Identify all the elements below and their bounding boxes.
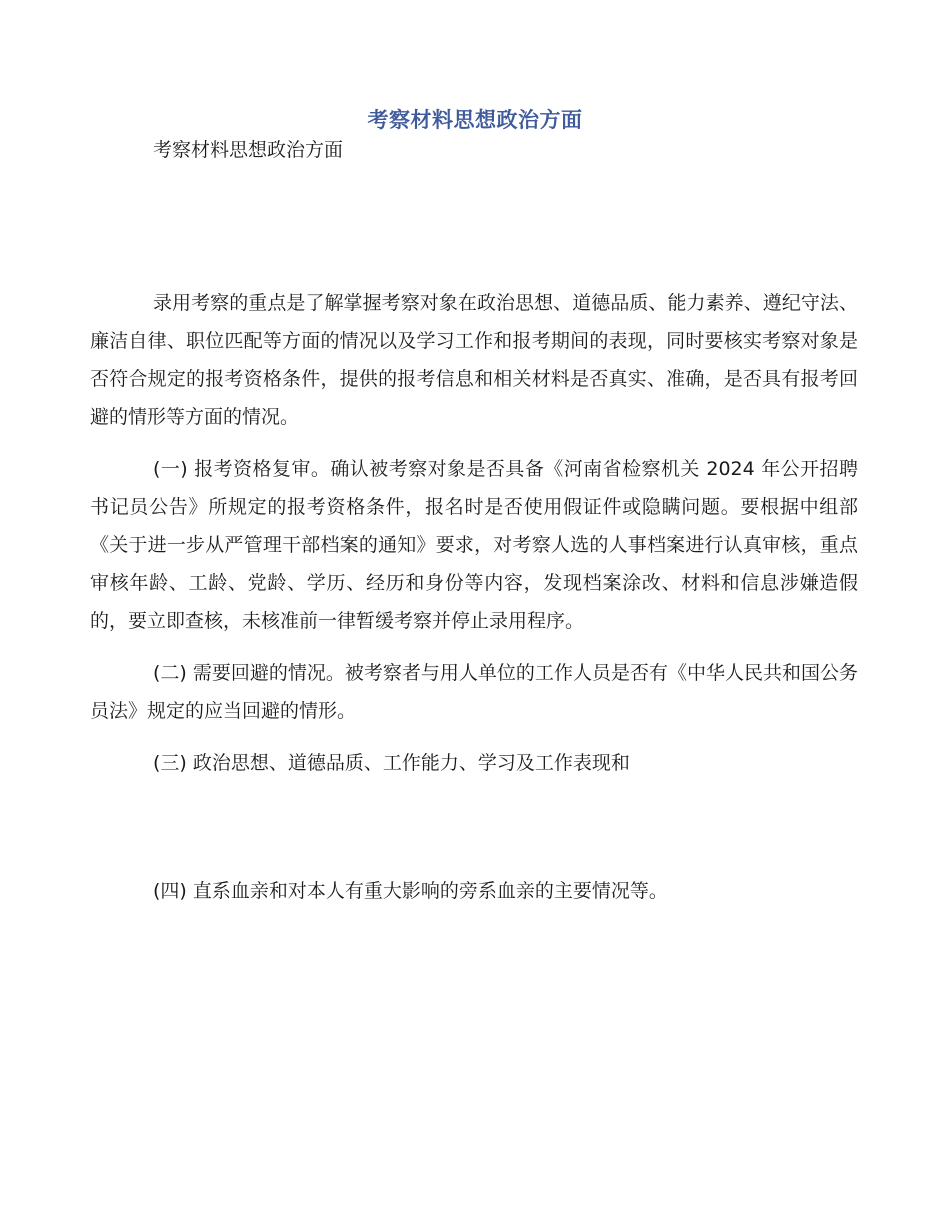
paragraph-intro: 录用考察的重点是了解掌握考察对象在政治思想、道德品质、能力素养、遵纪守法、廉洁自律、职位匹配等方面的情况以及学习工作和报考期间的表现，同时要核实考察对象是否符合规定的报考资格条件，提供的报考信息和相关材料是否真实、准确，是否具有报考回避的情形等方面的情况。 [90, 292, 858, 428]
document-body [90, 284, 858, 924]
paragraph-political-performance: (三) 政治思想、道德品质、工作能力、学习及工作表现和 [153, 752, 630, 774]
paragraph-qualification-review: (一) 报考资格复审。确认被考察对象是否具备《河南省检察机关 2024 年公开招聘书记员公告》所规定的报考资格条件，报名时是否使用假证件或隐瞒问题。要根据中组部《关于进一步从严管理干部档案的通知》要求，对考察人选的人事档案进行认真审核，重点审核年龄、工龄、党龄、学历、经历和身份等内容，发现档案涂改、材料和信息涉嫌造假的，要立即查核，未核准前一律暂缓考察并停止录用程序。 [90, 458, 858, 632]
paragraph-recusal: (二) 需要回避的情况。被考察者与用人单位的工作人员是否有《中华人民共和国公务员法》规定的应当回避的情形。 [90, 662, 858, 722]
paragraph-relatives: (四) 直系血亲和对本人有重大影响的旁系血亲的主要情况等。 [153, 880, 668, 902]
document-subtitle: 考察材料思想政治方面 [153, 139, 344, 161]
document-title: 考察材料思想政治方面 [367, 107, 583, 132]
